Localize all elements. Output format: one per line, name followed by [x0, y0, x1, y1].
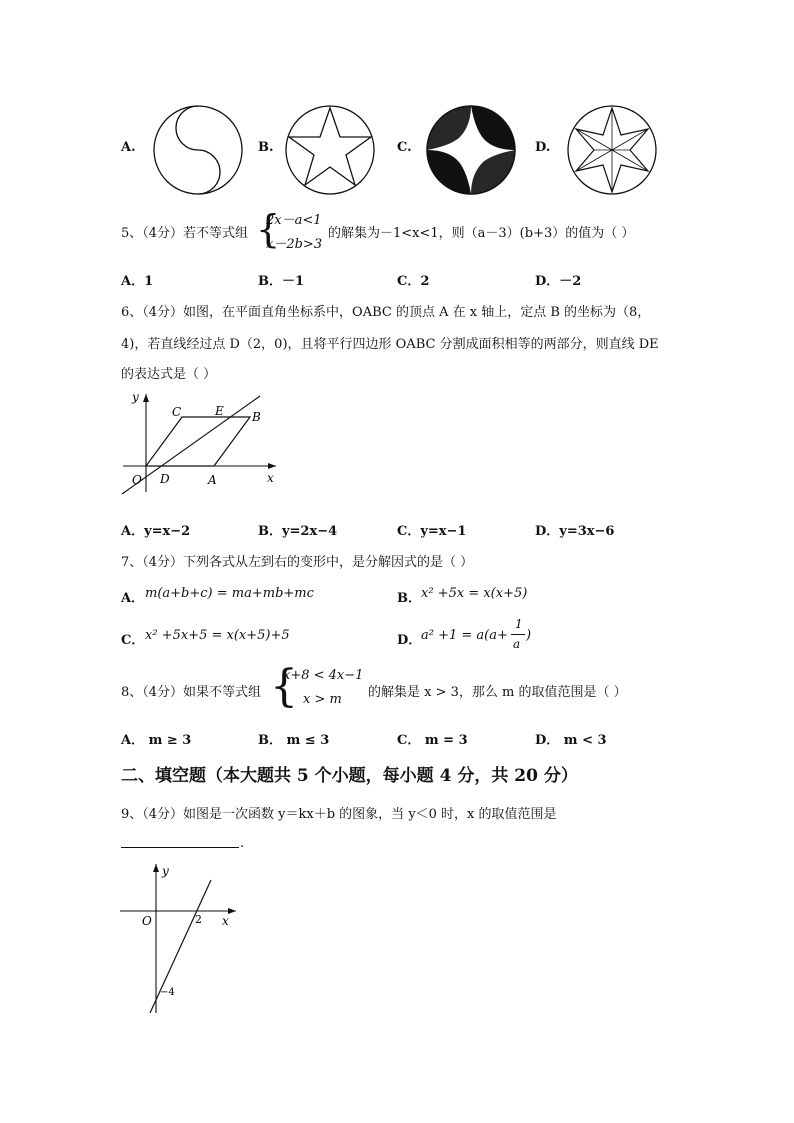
q9-fig-y-label: y [162, 864, 169, 878]
q8-option-d: D． m < 3 [535, 733, 607, 748]
q7-option-a-label: A． [121, 591, 145, 606]
q5-suffix: 的解集为－1<x<1，则（a－3）(b+3）的值为（ ） [328, 226, 635, 241]
q6-option-d: D．y=3x−6 [535, 524, 615, 539]
q6-fig-a-label: A [208, 473, 217, 487]
six-point-star-circle-figure [564, 104, 660, 196]
q6-fig-y-label: y [132, 390, 139, 404]
q5-option-a: A．1 [121, 274, 154, 289]
q6-fig-b-label: B [252, 410, 261, 424]
star-circle-figure [282, 104, 378, 196]
q9-fig-x-label: x [222, 914, 229, 928]
q7-stem: 7、（4分）下列各式从左到右的变形中，是分解因式的是（ ） [121, 555, 474, 570]
q7-option-d-expr: a² +1 = a(a+ [421, 628, 508, 643]
q6-fig-o-label: O [132, 473, 142, 487]
q7-option-d-denominator: a [513, 637, 521, 651]
q5-ineq-line1: 2x－a<1 [266, 213, 322, 228]
q6-option-a: A．y=x−2 [121, 524, 191, 539]
q8-brace: { [270, 661, 298, 712]
q9-fig-two-label: 2 [195, 913, 202, 926]
q8-option-a: A． m ≥ 3 [121, 733, 192, 748]
q5-option-d: D．－2 [535, 274, 582, 289]
q9-linear-function-figure [118, 858, 243, 1018]
q8-option-b: B． m ≤ 3 [258, 733, 330, 748]
q5-ineq-line2: x－2b>3 [266, 237, 323, 252]
q7-option-d-close: ) [526, 628, 532, 643]
q9-blank-period: . [240, 836, 245, 851]
q9-fig-neg4-label: −4 [160, 987, 175, 998]
q8-ineq-line1: x+8 < 4x−1 [283, 668, 364, 683]
q7-option-b-expr: x² +5x = x(x+5) [421, 586, 528, 601]
q5-option-b: B．－1 [258, 274, 305, 289]
q6-stem-line3: 的表达式是（ ） [121, 367, 217, 382]
q8-suffix: 的解集是 x > 3，那么 m 的取值范围是（ ） [368, 685, 627, 700]
q7-option-d-fraction-bar [511, 634, 525, 635]
q9-answer-blank [121, 847, 239, 848]
section-2-heading: 二、填空题（本大题共 5 个小题，每小题 4 分，共 20 分） [121, 766, 578, 786]
q8-ineq-line2: x > m [303, 692, 342, 707]
q4-option-d-label: D. [535, 140, 551, 155]
q9-stem: 9、（4分）如图是一次函数 y＝kx＋b 的图象，当 y＜0 时，x 的取值范围是 [121, 807, 557, 822]
q6-option-b: B．y=2x−4 [258, 524, 338, 539]
q5-prefix: 5、（4分）若不等式组 [121, 226, 249, 241]
q7-option-d-numerator: 1 [515, 617, 523, 631]
q4-option-b-label: B. [258, 140, 274, 155]
q8-prefix: 8、（4分）如果不等式组 [121, 685, 262, 700]
q6-stem-line2: 4)，若直线经过点 D（2，0)，且将平行四边形 OABC 分割成面积相等的两部分，则直线 DE [121, 337, 659, 352]
q6-option-c: C．y=x−1 [397, 524, 467, 539]
q5-option-c: C．2 [397, 274, 430, 289]
q4-option-a-label: A. [121, 140, 136, 155]
q7-option-c-expr: x² +5x+5 = x(x+5)+5 [145, 628, 290, 643]
pinwheel-circle-figure [423, 104, 519, 196]
q7-option-c-label: C． [121, 633, 145, 648]
q6-parallelogram-figure [118, 388, 283, 498]
q6-fig-c-label: C [172, 405, 182, 419]
q4-option-c-label: C. [397, 140, 412, 155]
q5-brace: { [256, 207, 281, 251]
q6-stem-line1: 6、（4分）如图，在平面直角坐标系中，OABC 的顶点 A 在 x 轴上，定点 B 的坐标为（8， [121, 305, 651, 320]
q9-fig-o-label: O [142, 914, 152, 928]
q8-option-c: C． m = 3 [397, 733, 468, 748]
q6-fig-x-label: x [267, 471, 274, 485]
q7-option-a-expr: m(a+b+c) = ma+mb+mc [145, 586, 314, 601]
q7-option-d-label: D． [397, 633, 422, 648]
q7-option-b-label: B． [397, 591, 421, 606]
q6-fig-d-label: D [160, 472, 170, 486]
yin-yang-circle-figure [148, 104, 248, 196]
q6-fig-e-label: E [215, 404, 224, 418]
